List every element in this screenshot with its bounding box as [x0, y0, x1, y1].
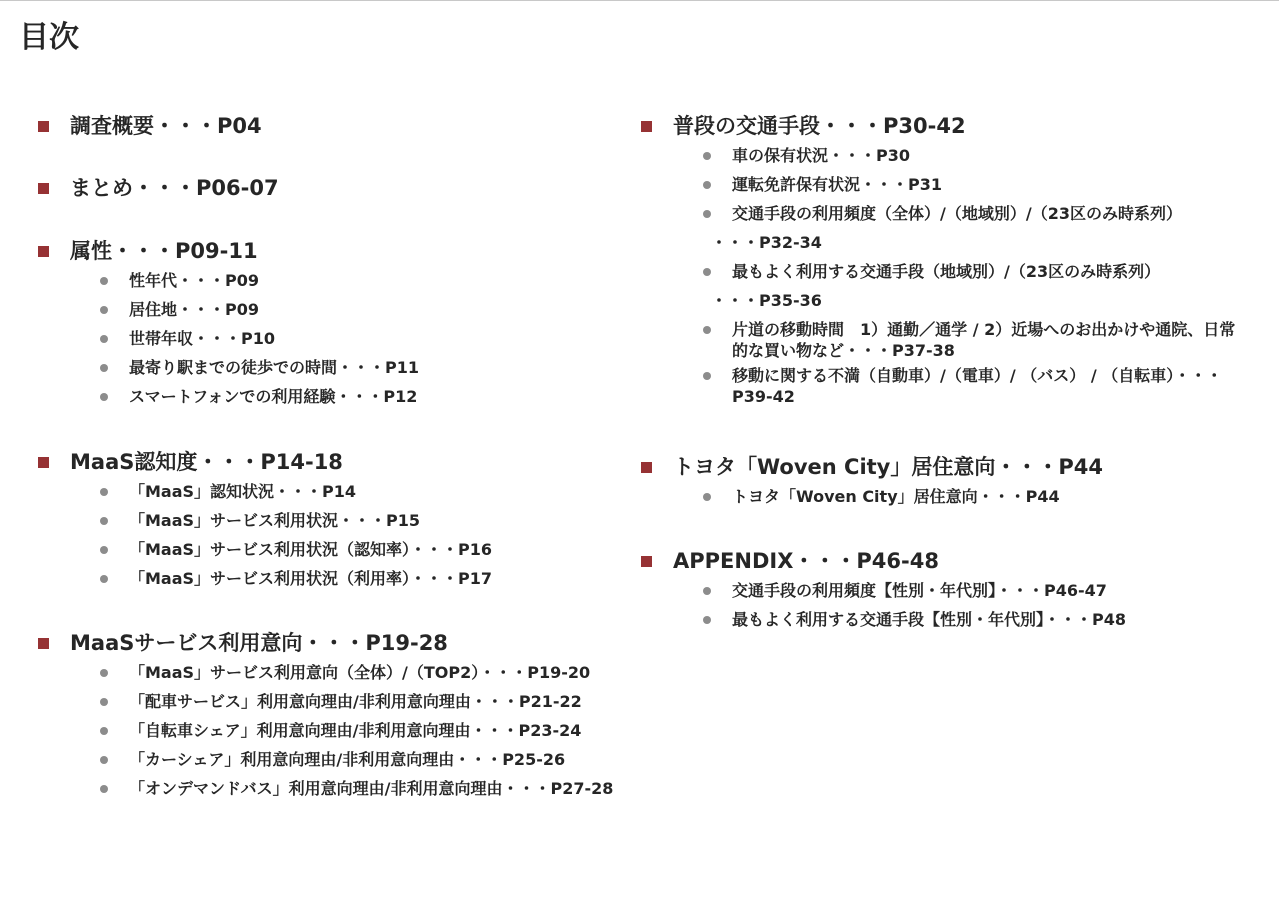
toc-item[interactable]: 世帯年収・・・P10	[100, 328, 419, 349]
section-items	[641, 486, 1103, 507]
toc-item[interactable]: 運転免許保有状況・・・P31	[703, 174, 1244, 195]
bullet-dot-icon	[100, 669, 108, 677]
toc-item-continuation[interactable]: ・・・P32-34	[711, 233, 822, 252]
bullet-dot-icon	[100, 393, 108, 401]
bullet-dot-icon	[100, 306, 108, 314]
toc-item[interactable]: 「カーシェア」利用意向理由/非利用意向理由・・・P25-26	[100, 749, 613, 770]
section-title[interactable]: MaaSサービス利用意向・・・P19-28	[70, 631, 448, 655]
section-square-icon	[641, 121, 652, 132]
bullet-dot-icon	[100, 517, 108, 525]
toc-item[interactable]: 交通手段の利用頻度【性別・年代別】・・・P46-47	[703, 580, 1126, 601]
section-square-icon	[38, 457, 49, 468]
bullet-dot-icon	[100, 335, 108, 343]
section-square-icon	[641, 556, 652, 567]
toc-item[interactable]: 「MaaS」サービス利用意向（全体）/（TOP2）・・・P19-20	[100, 662, 613, 683]
toc-section-transport[interactable]	[641, 111, 1244, 415]
bullet-dot-icon	[703, 181, 711, 189]
bullet-dot-icon	[100, 785, 108, 793]
toc-section-maas-intent[interactable]	[38, 628, 613, 807]
toc-item[interactable]: 車の保有状況・・・P30	[703, 145, 1244, 166]
toc-item[interactable]: 「配車サービス」利用意向理由/非利用意向理由・・・P21-22	[100, 691, 613, 712]
bullet-dot-icon	[100, 575, 108, 583]
toc-section-woven-city[interactable]	[641, 452, 1103, 515]
toc-item[interactable]: 性年代・・・P09	[100, 270, 419, 291]
section-square-icon	[38, 121, 49, 132]
section-items	[641, 145, 1244, 407]
bullet-dot-icon	[100, 727, 108, 735]
bullet-dot-icon	[100, 488, 108, 496]
section-title[interactable]: 属性・・・P09-11	[70, 239, 258, 263]
toc-item[interactable]: 片道の移動時間 1）通勤／通学 / 2）近場へのお出かけや通院、日常的な買い物など・・・P37-38	[703, 319, 1244, 361]
bullet-dot-icon	[703, 326, 711, 334]
toc-section-maas-awareness[interactable]	[38, 447, 492, 597]
toc-item[interactable]: 「自転車シェア」利用意向理由/非利用意向理由・・・P23-24	[100, 720, 613, 741]
bullet-dot-icon	[703, 152, 711, 160]
bullet-dot-icon	[100, 277, 108, 285]
bullet-dot-icon	[703, 210, 711, 218]
toc-item[interactable]: 移動に関する不満（自動車）/（電車）/ （バス） / （自転車）・・・P39-42	[703, 365, 1244, 407]
toc-section-survey-overview[interactable]	[38, 111, 262, 141]
section-title[interactable]: APPENDIX・・・P46-48	[673, 549, 939, 573]
toc-item[interactable]: 最もよく利用する交通手段（地域別）/（23区のみ時系列）	[703, 261, 1244, 282]
bullet-dot-icon	[703, 372, 711, 380]
bullet-dot-icon	[100, 364, 108, 372]
section-title[interactable]: 普段の交通手段・・・P30-42	[673, 114, 966, 138]
toc-item[interactable]: 「MaaS」サービス利用状況（認知率）・・・P16	[100, 539, 492, 560]
section-title[interactable]: 調査概要・・・P04	[70, 114, 262, 138]
bullet-dot-icon	[703, 616, 711, 624]
bullet-dot-icon	[100, 698, 108, 706]
toc-item[interactable]: スマートフォンでの利用経験・・・P12	[100, 386, 419, 407]
bullet-dot-icon	[703, 587, 711, 595]
section-items	[38, 270, 419, 407]
toc-item[interactable]: 居住地・・・P09	[100, 299, 419, 320]
toc-item[interactable]: 交通手段の利用頻度（全体）/（地域別）/（23区のみ時系列）	[703, 203, 1244, 224]
section-items	[38, 662, 613, 799]
bullet-dot-icon	[703, 493, 711, 501]
section-square-icon	[641, 462, 652, 473]
bullet-dot-icon	[703, 268, 711, 276]
top-rule	[0, 0, 1279, 1]
toc-item[interactable]: 最もよく利用する交通手段【性別・年代別】・・・P48	[703, 609, 1126, 630]
section-title[interactable]: まとめ・・・P06-07	[70, 176, 279, 200]
section-title[interactable]: MaaS認知度・・・P14-18	[70, 450, 343, 474]
bullet-dot-icon	[100, 756, 108, 764]
toc-section-summary[interactable]	[38, 173, 279, 203]
toc-item[interactable]: 「MaaS」サービス利用状況・・・P15	[100, 510, 492, 531]
toc-item[interactable]: 「MaaS」認知状況・・・P14	[100, 481, 492, 502]
toc-item[interactable]: 最寄り駅までの徒歩での時間・・・P11	[100, 357, 419, 378]
section-title[interactable]: トヨタ「Woven City」居住意向・・・P44	[673, 455, 1103, 479]
section-square-icon	[38, 246, 49, 257]
page-title: 目次	[19, 20, 79, 55]
toc-item[interactable]: 「MaaS」サービス利用状況（利用率）・・・P17	[100, 568, 492, 589]
toc-item-continuation[interactable]: ・・・P35-36	[711, 291, 822, 310]
section-square-icon	[38, 183, 49, 194]
section-items	[641, 580, 1126, 630]
toc-section-attributes[interactable]	[38, 236, 419, 415]
toc-section-appendix[interactable]	[641, 546, 1126, 638]
section-square-icon	[38, 638, 49, 649]
toc-item[interactable]: 「オンデマンドバス」利用意向理由/非利用意向理由・・・P27-28	[100, 778, 613, 799]
bullet-dot-icon	[100, 546, 108, 554]
toc-item[interactable]: トヨタ「Woven City」居住意向・・・P44	[703, 486, 1103, 507]
section-items	[38, 481, 492, 589]
